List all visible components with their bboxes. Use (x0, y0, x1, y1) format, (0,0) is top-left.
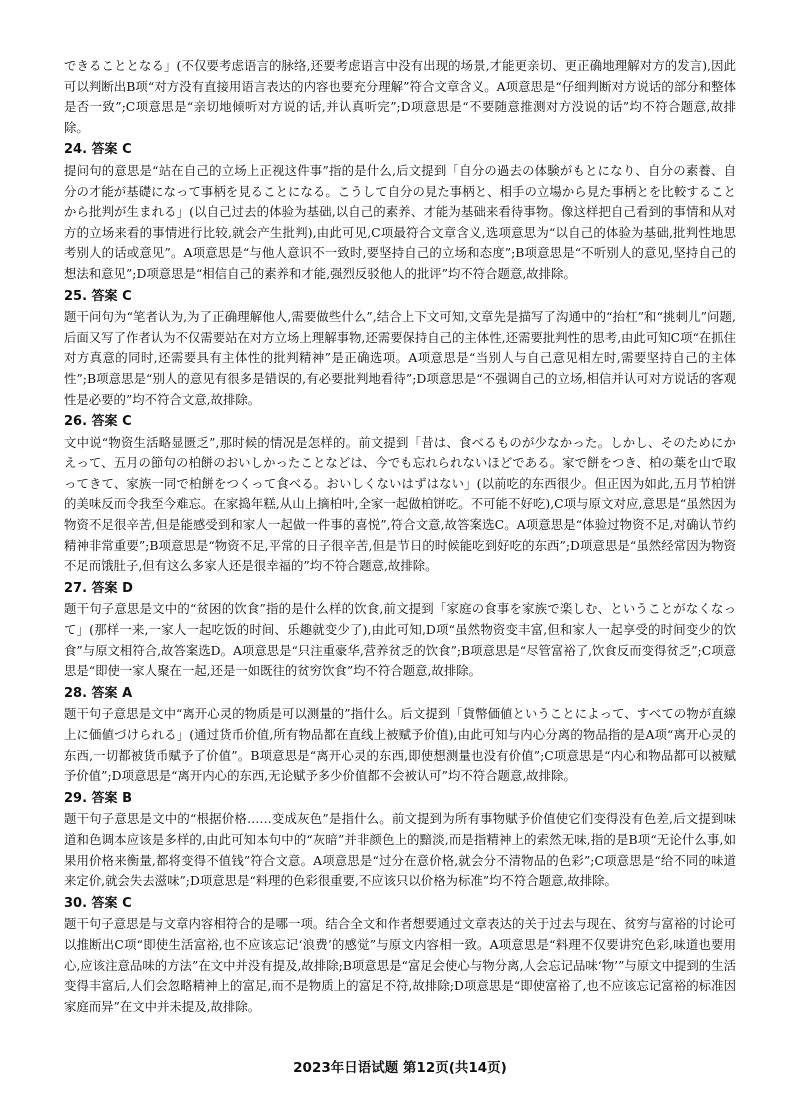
page-footer: 2023年日语试题 第12页(共14页) (293, 1060, 507, 1076)
answer-explanation: 题干问句为“笔者认为,为了正确理解他人,需要做些什么”,结合上下文可知,文章先是描写了沟通中的“抬杠”和“挑刺儿”问题,后面又写了作者认为不仅需要站在对方立场上理解事物,还需要保持自己的主体性,还需要批判性的思考,由此可知C项“在抓住对方真意的同时,还需要具有主体性的批判精神”是正确选项。A项意思是“当别人与自己意见相左时,需要坚持自己的主体性”;B项意思是“别人的意见有很多是错误的,有必要批判地看待”;D项意思是“不强调自己的立场,相信并认可对方说话的客观性是必要的”均不符合文意,故排除。 (64, 309, 736, 407)
answer-heading: 30. 答案 C (64, 895, 132, 911)
question-28 (64, 684, 736, 787)
intro-paragraph: できることとなる」(不仅要考虑语言的脉络,还要考虑语言中没有出现的场景,才能更亲切、更正确地理解对方的发言),因此可以判断出B项“对方没有直接用语言表达的内容也要充分理解”符合文章含义。A项意思是“仔细判断对方说话的部分和整体是否一致”;C项意思是“亲切地倾听对方说的话,并认真听完”;D项意思是“不要随意推测对方没说的话”均不符合题意,故排除。 (64, 58, 736, 135)
question-27 (64, 579, 736, 682)
answer-heading: 27. 答案 D (64, 580, 133, 596)
answer-explanation: 提问句的意思是“站在自己的立场上正视这件事”指的是什么,后文提到「自分の過去の体験がもとになり、自分の素養、自分の才能が基礎になって事柄を見ることになる。こうして自分の見た事柄と、相手の立場から見た事柄とを比較することから批判が生まれる」(以自己过去的体验为基础,以自己的素养、才能为基础来看待事物。像这样把自己看到的事情和从对方的立场来看的事情进行比较,就会产生批判),由此可见,C项最符合文章含义,选项意思为“以自己的体验为基础,批判性地思考别人的话或意见”。A项意思是“与他人意识不一致时,要坚持自己的立场和态度”;B项意思是“不听别人的意见,坚持自己的想法和意见”;D项意思是“相信自己的素养和才能,强烈反驳他人的批评”均不符合题意,故排除。 (64, 162, 736, 281)
answer-heading: 26. 答案 C (64, 414, 132, 430)
answer-explanation: 题干句子意思是文中“离开心灵的物质是可以测量的”指什么。后文提到「貨幣価値ということによって、すべての物が直線上に価値づけられる」(通过货币价值,所有物品都在直线上被赋予价值),由此可知与内心分离的物品指的是A项“离开心灵的东西,一切都被货币赋予了价值”。B项意思是“离开心灵的东西,即使想测量也没有价值”;C项意思是“内心和物品都可以被赋予价值”;D项意思是“离开内心的东西,无论赋予多少价值都不会被认可”均不符合题意,故排除。 (64, 706, 736, 784)
answer-explanation: 题干句子意思是文中的“贫困的饮食”指的是什么样的饮食,前文提到「家庭の食事を家族で楽しむ、ということがなくなって」(那样一来,一家人一起吃饭的时间、乐趣就变少了),由此可知,D项“虽然物资变丰富,但和家人一起享受的时间变少的饮食”与原文相符合,故答案选D。A项意思是“只注重豪华,营养贫乏的饮食”;B项意思是“尽管富裕了,饮食反而变得贫乏”;C项意思是“即使一家人聚在一起,还是一如既往的贫穷饮食”均不符合题意,故排除。 (64, 601, 736, 679)
question-29 (64, 789, 736, 892)
question-24 (64, 140, 736, 284)
question-26 (64, 412, 736, 577)
answer-heading: 24. 答案 C (64, 142, 132, 158)
question-25 (64, 287, 736, 411)
answer-heading: 28. 答案 A (64, 685, 133, 701)
answer-explanation: 题干句子意思是文中的“根据价格……变成灰色”是指什么。前文提到为所有事物赋予价值使它们变得没有色差,后文提到味道和色调本应该是多样的,由此可知本句中的“灰暗”并非颜色上的黯淡,而是指精神上的索然无味,指的是B项“无论什么事,如果用价格来衡量,都将变得不值钱”符合文意。A项意思是“过分在意价格,就会分不清物品的色彩”;C项意思是“给不同的味道来定价,就会失去滋味”;D项意思是“料理的色彩很重要,不应该只以价格为标准”均不符合题意,故排除。 (64, 811, 736, 889)
answer-heading: 25. 答案 C (64, 288, 132, 304)
answer-heading: 29. 答案 B (64, 790, 132, 806)
question-30 (64, 894, 736, 1018)
answer-explanation: 题干句子意思是与文章内容相符合的是哪一项。结合全文和作者想要通过文章表达的关于过去与现在、贫穷与富裕的讨论可以推断出C项“即使生活富裕,也不应该忘记‘浪费’的感觉”与原文内容相一致。A项意思是“料理不仅要讲究色彩,味道也要用心,应该注意品味的方法”在文中并没有提及,故排除;B项意思是“富足会使心与物分离,人会忘记品味‘物’”与原文中提到的生活变得丰富后,人们会忽略精神上的富足,而不是物质上的富足不符,故排除;D项意思是“即使富裕了,也不应该忘记富裕的标准因家庭而异”在文中并未提及,故排除。 (64, 916, 736, 1014)
answer-explanation: 文中说“物资生活略显匮乏”,那时候的情况是怎样的。前文提到「昔は、食べるものが少なかった。しかし、そのためにかえって、五月の節句の柏餅のおいしかったことなどは、今でも忘れられないほどである。家で餅をつき、柏の葉を山で取ってきて、家族一同で柏餅をつくって食べる。おいしくないはずはない」(以前吃的东西很少。但正因为如此,五月节柏饼的美味反而令我至今难忘。在家捣年糕,从山上摘柏叶,全家一起做柏饼吃。不可能不好吃),C项与原文对应,意思是“虽然因为物资不足很辛苦,但是能感受到和家人一起做一件事的喜悦”,符合文意,故答案选C。A项意思是“体验过物资不足,对确认节约精神非常重要”;B项意思是“物资不足,平常的日子很辛苦,但是节日的时候能吃到好吃的东西”;D项意思是“虽然经常因为物资不足而饿肚子,但有这么多家人还是很幸福的”均不符合题意,故排除。 (64, 434, 736, 574)
